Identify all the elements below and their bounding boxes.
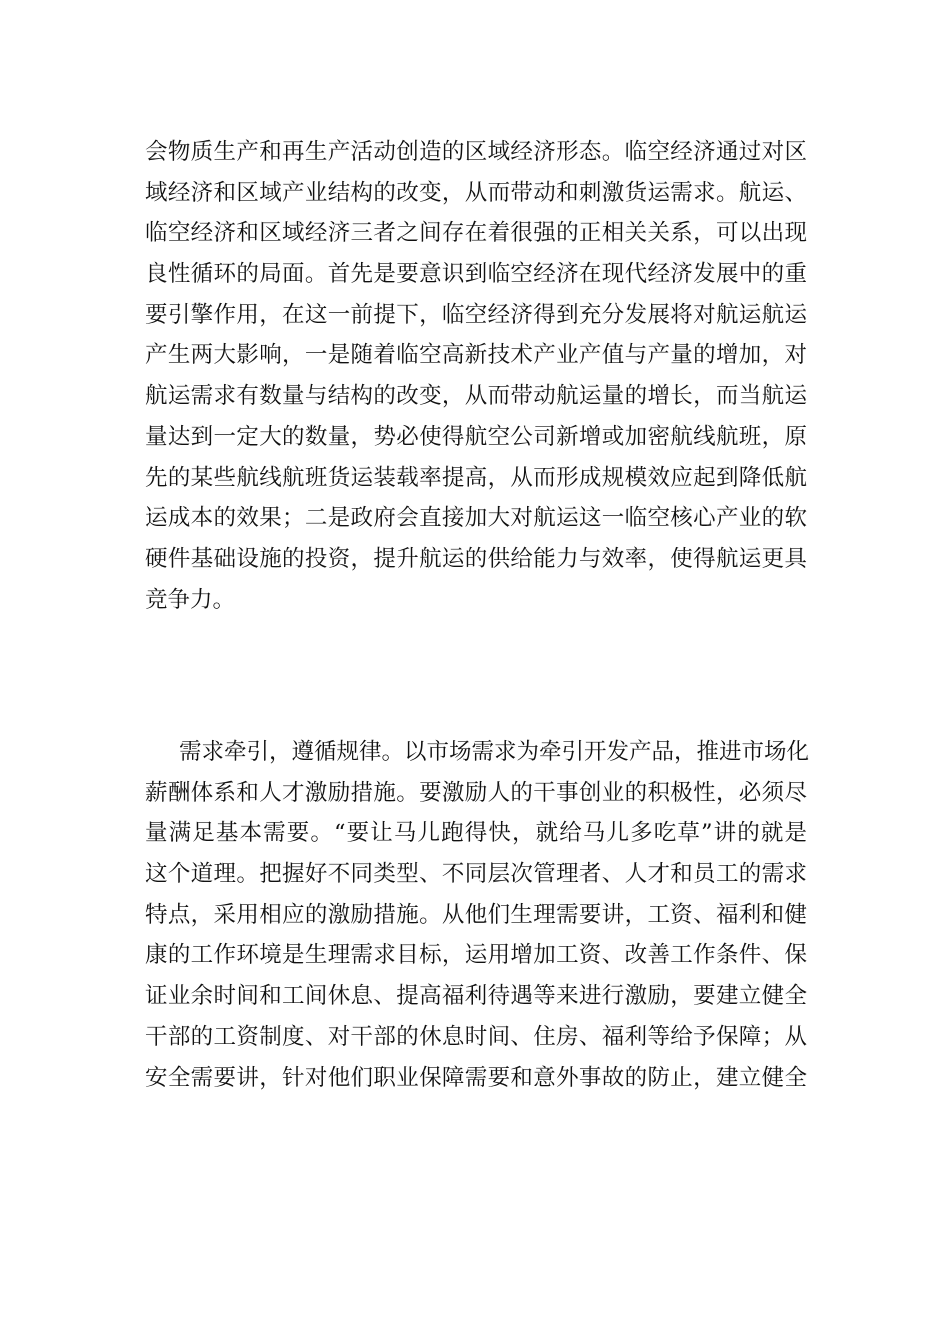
text-line: 需求牵引，遵循规律。以市场需求为牵引开发产品，推进市场化: [179, 739, 810, 765]
text-line: 量满足基本需要。“要让马儿跑得快，就给马儿多吃草”讲的就是: [145, 820, 807, 847]
text-line: 这个道理。把握好不同类型、不同层次管理者、人才和员工的需求: [145, 861, 807, 888]
text-line: 竞争力。: [145, 586, 236, 613]
paragraph-demand-traction: [145, 732, 810, 1098]
text-line: 产生两大影响，一是随着临空高新技术产业产值与产量的增加，对: [145, 342, 807, 369]
text-line: 特点，采用相应的激励措施。从他们生理需要讲，工资、福利和健: [145, 901, 807, 928]
text-line: 航运需求有数量与结构的改变，从而带动航运量的增长，而当航运: [145, 383, 807, 410]
text-line: 先的某些航线航班货运装载率提高，从而形成规模效应起到降低航: [145, 464, 807, 491]
text-line: 安全需要讲，针对他们职业保障需要和意外事故的防止，建立健全: [145, 1064, 807, 1091]
text-line: 域经济和区域产业结构的改变，从而带动和刺激货运需求。航运、: [145, 179, 807, 206]
text-line: 硬件基础设施的投资，提升航运的供给能力与效率，使得航运更具: [145, 545, 807, 572]
text-line: 临空经济和区域经济三者之间存在着很强的正相关关系，可以出现: [145, 220, 807, 247]
text-line: 运成本的效果；二是政府会直接加大对航运这一临空核心产业的软: [145, 505, 807, 532]
text-line: 良性循环的局面。首先是要意识到临空经济在现代经济发展中的重: [145, 261, 807, 288]
text-line: 证业余时间和工间休息、提高福利待遇等来进行激励，要建立健全: [145, 983, 807, 1010]
text-line: 要引擎作用，在这一前提下，临空经济得到充分发展将对航运航运: [145, 301, 807, 328]
text-line: 干部的工资制度、对干部的休息时间、住房、福利等给予保障；从: [145, 1023, 807, 1050]
text-line: 量达到一定大的数量，势必使得航空公司新增或加密航线航班，原: [145, 423, 807, 450]
text-line: 会物质生产和再生产活动创造的区域经济形态。临空经济通过对区: [145, 139, 807, 165]
text-line: 康的工作环境是生理需求目标，运用增加工资、改善工作条件、保: [145, 942, 807, 969]
text-line: 薪酬体系和人才激励措施。要激励人的干事创业的积极性，必须尽: [145, 779, 807, 806]
paragraph-airport-economy: [145, 132, 807, 620]
